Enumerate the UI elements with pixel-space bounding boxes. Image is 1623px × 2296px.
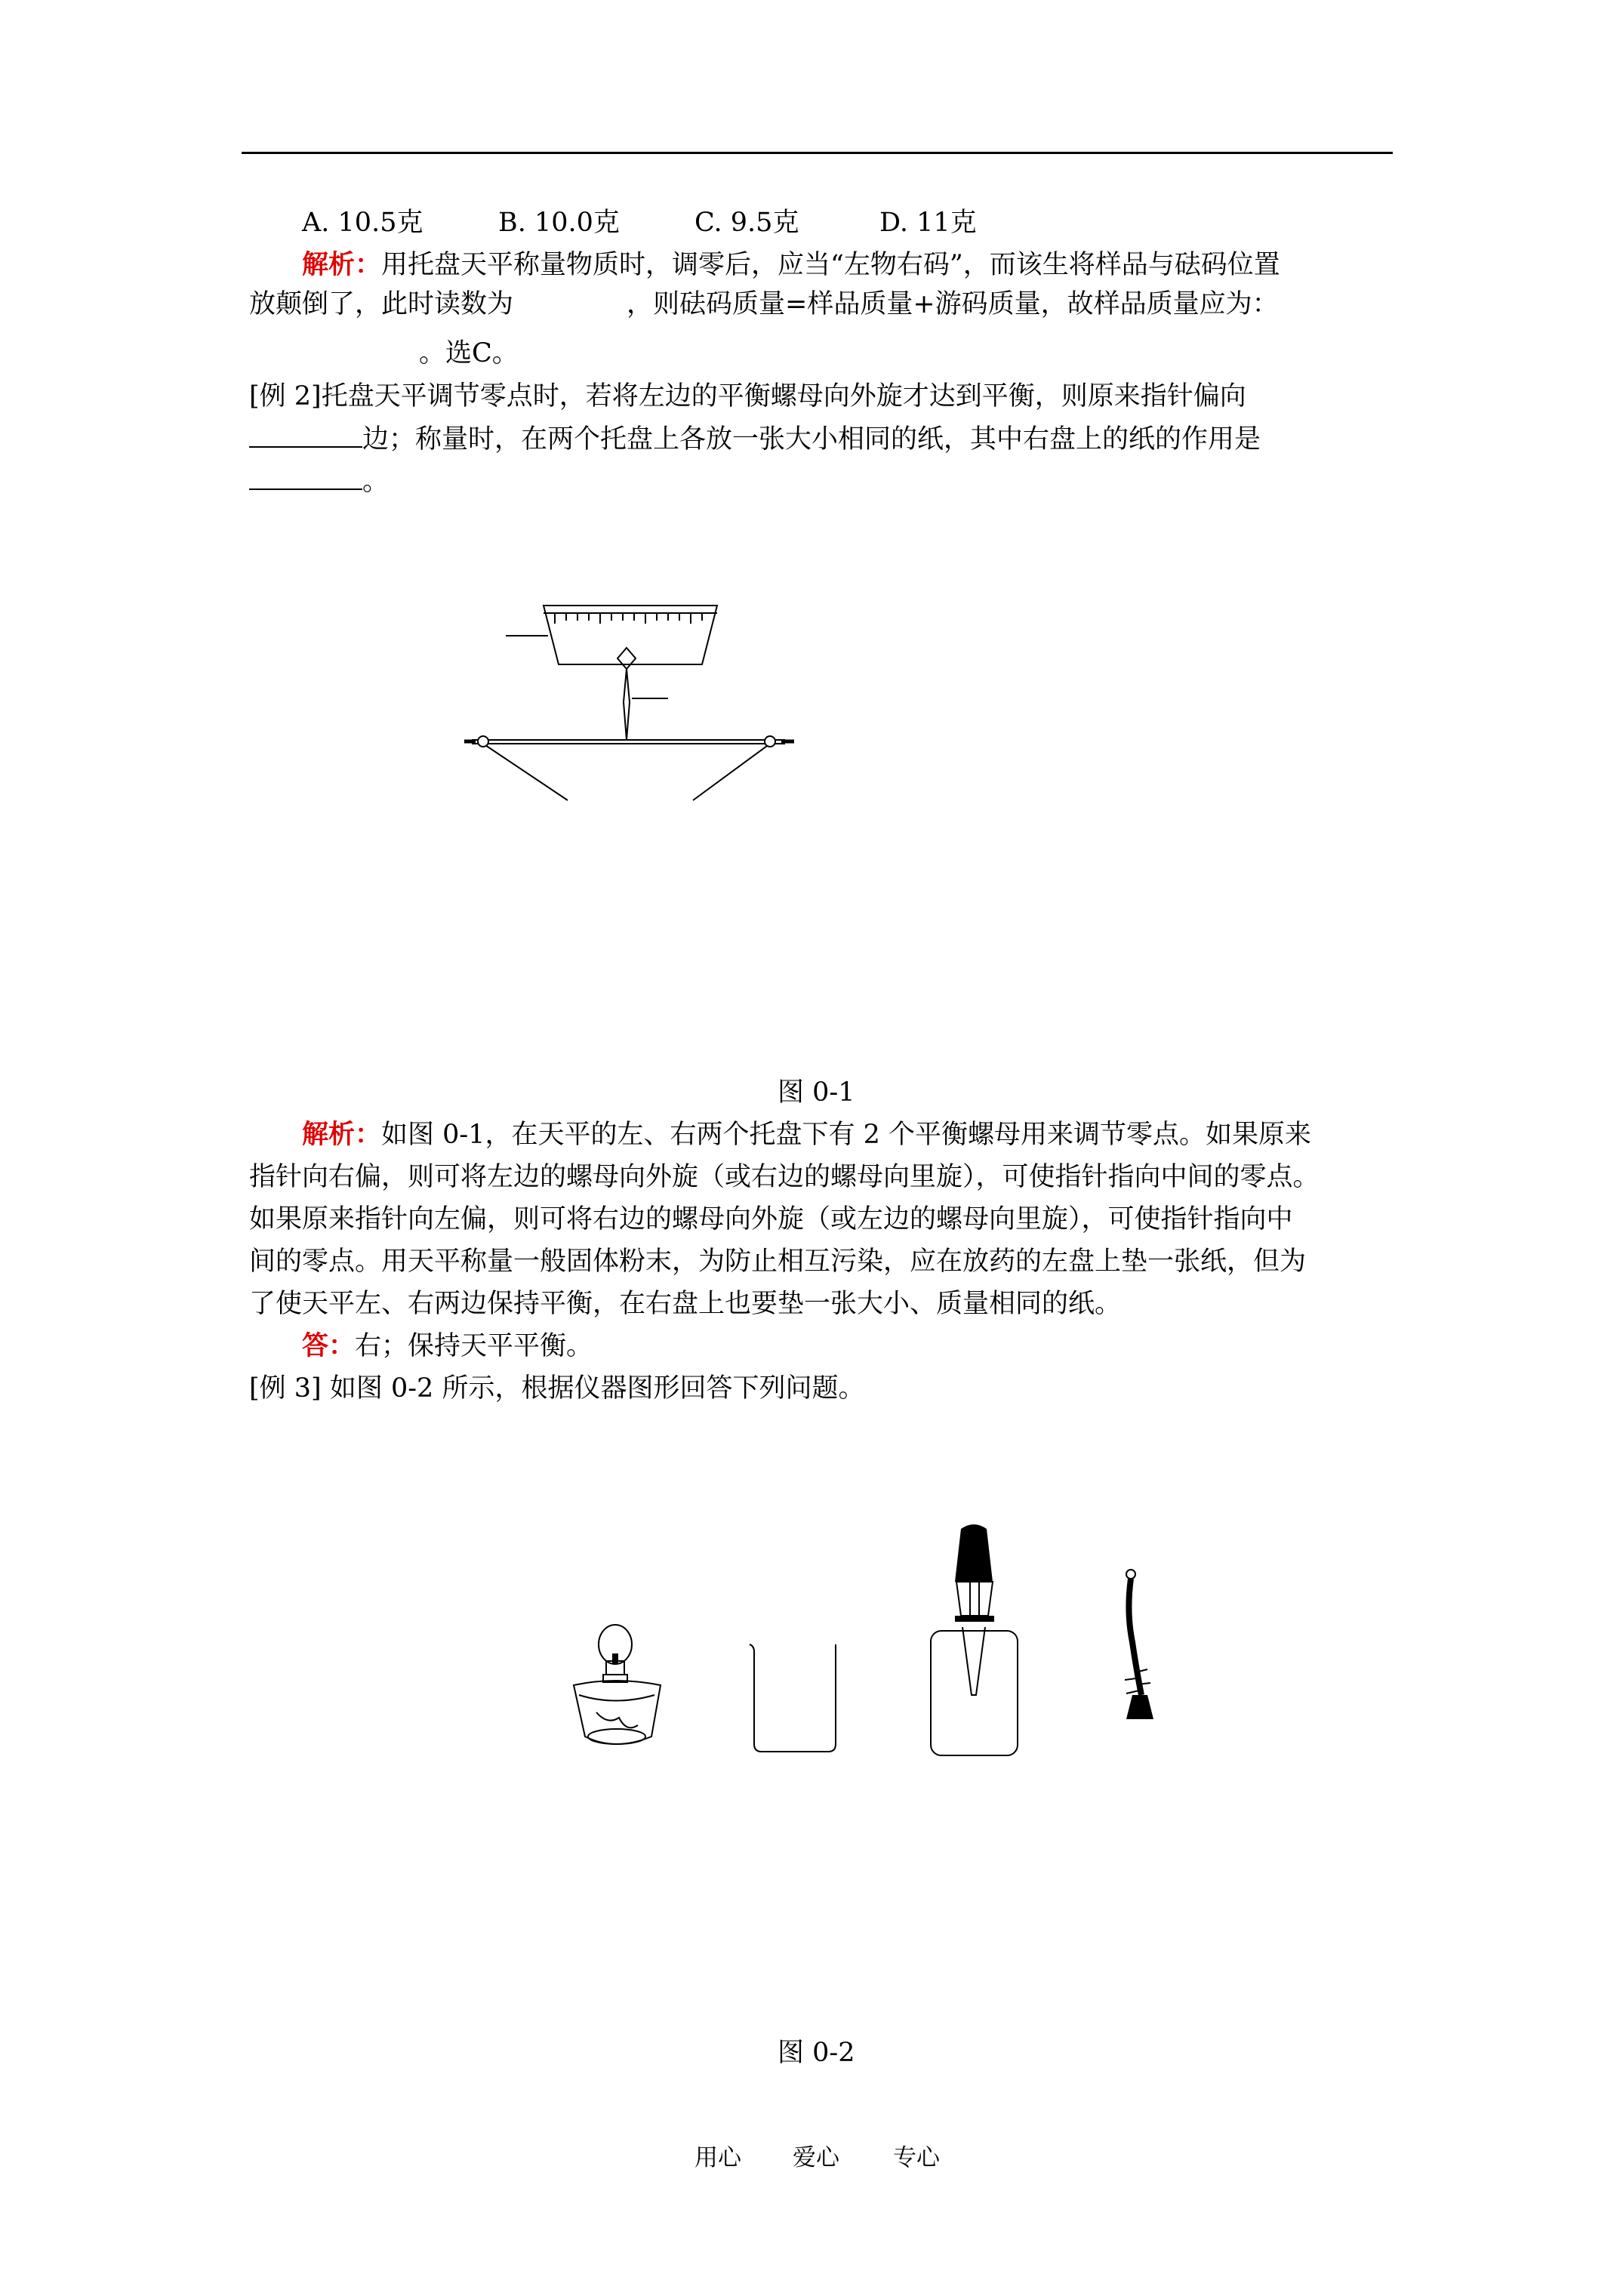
fill-blank-2 <box>249 466 362 490</box>
option-d: D. 11克 <box>879 208 977 238</box>
option-c: C. 9.5克 <box>694 208 799 238</box>
right-balance-nut <box>765 736 775 747</box>
header-rule <box>242 152 1393 154</box>
analysis1-line3: 。选C。 <box>419 338 519 368</box>
balance-diagram <box>453 589 815 815</box>
dial-ticks <box>555 613 702 624</box>
analysis2-line2: 指针向右偏，则可将左边的螺母向外旋（或右边的螺母向里旋），可使指针指向中间的零点。 <box>249 1162 1320 1192</box>
beaker-icon <box>744 1638 849 1759</box>
option-a: A. 10.5克 <box>302 208 423 238</box>
footer-item-1: 用心 <box>694 2144 741 2171</box>
answer-options <box>302 208 977 238</box>
alcohol-lamp-icon <box>562 1623 672 1755</box>
left-balance-nut <box>478 736 488 747</box>
test-tube-brush-icon <box>1110 1567 1170 1733</box>
answer-label: 答： <box>302 1330 356 1361</box>
figure2-caption: 图 0-2 <box>778 2038 855 2068</box>
figure1-caption: 图 0-1 <box>778 1077 855 1108</box>
analysis2-line4: 间的零点。用天平称量一般固体粉末，为防止相互污染，应在放药的左盘上垫一张纸，但为 <box>249 1247 1307 1277</box>
analysis-label: 解析： <box>302 249 382 280</box>
analysis-label: 解析： <box>302 1119 382 1150</box>
balance-pointer <box>624 669 630 740</box>
example2-line2: 边；称量时，在两个托盘上各放一张大小相同的纸，其中右盘上的纸的作用是 <box>249 424 1261 455</box>
option-b: B. 10.0克 <box>498 208 620 238</box>
analysis1-line2: 放颠倒了，此时读数为 ，则砝码质量=样品质量+游码质量，故样品质量应为： <box>249 289 1279 319</box>
example3-line1: [例 3] 如图 0-2 所示，根据仪器图形回答下列问题。 <box>249 1373 865 1404</box>
analysis2-line1: 解析：如图 0-1，在天平的左、右两个托盘下有 2 个平衡螺母用来调节零点。如果原来 <box>302 1119 1312 1150</box>
brush-bottle-icon <box>925 1521 1023 1763</box>
example2-line1: [例 2]托盘天平调节零点时，若将左边的平衡螺母向外旋才达到平衡，则原来指针偏向 <box>249 381 1246 411</box>
footer-item-2: 爱心 <box>793 2144 839 2171</box>
answer-line: 答：右；保持天平平衡。 <box>302 1330 593 1361</box>
analysis2-line5: 了使天平左、右两边保持平衡，在右盘上也要垫一张大小、质量相同的纸。 <box>249 1289 1122 1319</box>
fill-blank-1 <box>249 424 362 448</box>
analysis2-line3: 如果原来指针向左偏，则可将右边的螺母向外旋（或左边的螺母向里旋），可使指针指向中 <box>249 1204 1293 1234</box>
right-pan-string <box>693 744 770 800</box>
example2-line3: 。 <box>249 466 389 497</box>
pivot-diamond <box>617 648 636 669</box>
footer-item-3: 专心 <box>893 2144 940 2171</box>
left-pan-string <box>483 744 568 800</box>
analysis1-line1: 解析：用托盘天平称量物质时，调零后，应当“左物右码”，而该生将样品与砝码位置 <box>302 249 1280 280</box>
